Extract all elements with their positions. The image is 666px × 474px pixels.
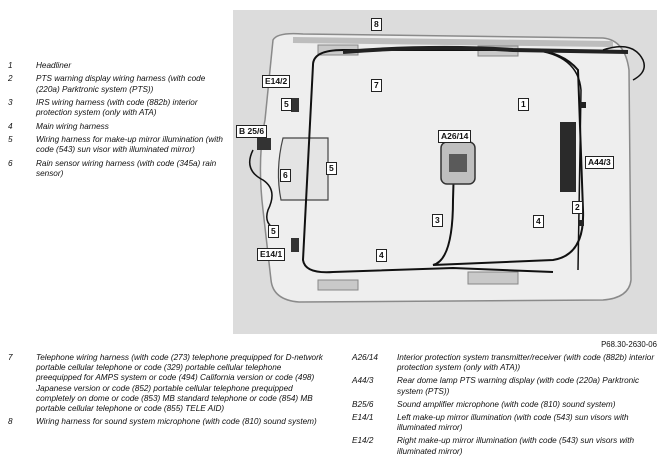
legend-item-a44-3: A44/3 Rear dome lamp PTS warning display (with code (220a) Parktronic system (PTS)) <box>352 376 640 396</box>
a26-14-sensor <box>449 154 467 172</box>
legend-item-7: 7 Telephone wiring harness (with code (273) telephone prequipped for D-network portable cellular telephone or code (329) portable cellular telephone preequipped for AMPS system or code (494) California version or code (498) Japanese version or code (852) portable cellular telephone prequipped completely on dome or code (853) MB standard telephone or code (854) MB portable cellular telephone or code (855) TELE AID) <box>8 353 323 414</box>
callout-5-mid: 5 <box>326 162 337 175</box>
callout-a26-14: A26/14 <box>438 130 471 143</box>
callout-3: 3 <box>432 214 443 227</box>
bottom-left-legend <box>8 353 328 430</box>
callout-b25-6: B 25/6 <box>236 125 267 138</box>
callout-a44-3: A44/3 <box>585 156 614 169</box>
callout-5-top: 5 <box>281 98 292 111</box>
top-legend <box>8 61 230 182</box>
callout-4-right: 4 <box>533 215 544 228</box>
bottom-fixture-right <box>468 272 518 284</box>
b25-6-mic <box>257 138 271 150</box>
callout-1: 1 <box>518 98 529 111</box>
bottom-right-legend <box>352 353 657 460</box>
legend-item-a26-14: A26/14 Interior protection system transmitter/receiver (with code (882b) interior protection system (only with ATA)) <box>352 353 655 373</box>
callout-4-bottom: 4 <box>376 249 387 262</box>
headliner-illustration <box>233 10 657 334</box>
right-clip-top <box>580 102 586 108</box>
bottom-fixture-left <box>318 280 358 290</box>
legend-item-e14-1: E14/1 Left make-up mirror illumination (with code (543) sun visors with illuminated mirror) <box>352 413 629 433</box>
legend-item-e14-2: E14/2 Right make-up mirror illumination (with code (543) sun visors with illuminated mirror) <box>352 436 635 456</box>
callout-5-bottom: 5 <box>268 225 279 238</box>
callout-2: 2 <box>572 201 583 214</box>
e14-1-connector <box>291 238 299 252</box>
legend-item-6: 6 Rain sensor wiring harness (with code (345a) rain sensor) <box>8 158 217 178</box>
callout-8: 8 <box>371 18 382 31</box>
legend-item-3: 3 IRS wiring harness (with code (882b) interior protection system (only with ATA) <box>8 98 198 118</box>
legend-item-2: 2 PTS warning display wiring harness (with code (220a) Parktronic system (PTS)) <box>8 74 206 94</box>
legend-item-b25-6: B25/6 Sound amplifier microphone (with code (810) sound system) <box>352 399 616 409</box>
right-clip-bottom <box>578 220 584 226</box>
callout-7: 7 <box>371 79 382 92</box>
callout-6: 6 <box>280 169 291 182</box>
legend-item-5: 5 Wiring harness for make-up mirror illumination (with code (543) sun visor with illuminated mirror) <box>8 135 223 155</box>
callout-e14-1: E14/1 <box>257 248 285 261</box>
callout-e14-2: E14/2 <box>262 75 290 88</box>
legend-item-4: 4 Main wiring harness <box>8 121 109 131</box>
legend-item-8: 8 Wiring harness for sound system microphone (with code (810) sound system) <box>8 417 317 427</box>
figure-reference: P68.30-2630-06 <box>601 340 657 349</box>
legend-item-1: 1 Headliner <box>8 61 72 70</box>
e14-2-connector <box>291 98 299 112</box>
headliner-photo <box>233 10 657 334</box>
top-rim <box>293 40 613 44</box>
a44-3-unit <box>560 122 576 192</box>
